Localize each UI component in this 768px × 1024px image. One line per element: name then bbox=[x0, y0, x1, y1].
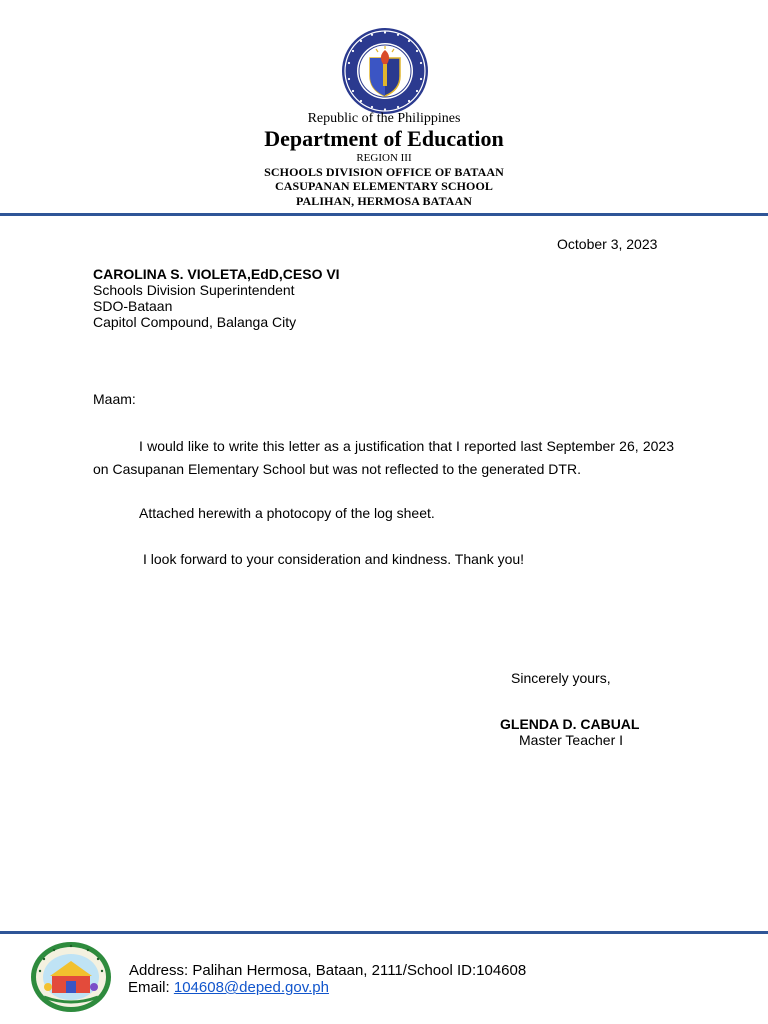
republic-line: Republic of the Philippines bbox=[307, 111, 461, 126]
recipient-address: Capitol Compound, Balanga City bbox=[93, 314, 297, 330]
closing: Sincerely yours, bbox=[511, 670, 611, 686]
body-paragraph: Attached herewith a photocopy of the log sheet. bbox=[139, 505, 435, 521]
letter-date: October 3, 2023 bbox=[557, 236, 658, 252]
school-logo-icon bbox=[30, 941, 112, 1013]
email-link[interactable]: 104608@deped.gov.ph bbox=[173, 979, 329, 996]
deped-seal-icon bbox=[340, 26, 430, 116]
salutation: Maam: bbox=[93, 391, 136, 407]
division-line: SCHOOLS DIVISION OFFICE OF BATAAN bbox=[264, 165, 504, 179]
header-divider bbox=[0, 213, 768, 216]
department-title: Department of Education bbox=[264, 126, 504, 151]
recipient-title: Schools Division Superintendent bbox=[93, 282, 295, 298]
school-address: PALIHAN, HERMOSA BATAAN bbox=[296, 194, 472, 208]
signatory-name: GLENDA D. CABUAL bbox=[500, 716, 640, 732]
email-label: Email: bbox=[128, 979, 170, 996]
body-paragraph: I look forward to your consideration and kindness. Thank you! bbox=[143, 551, 525, 567]
region-line: REGION III bbox=[356, 152, 412, 164]
footer-email bbox=[128, 979, 329, 996]
body-paragraph: I would like to write this letter as a justification that I reported last September 26, 2023 on Casupanan Elementary School but was not reflected to the generated DTR. bbox=[93, 438, 674, 477]
school-name: CASUPANAN ELEMENTARY SCHOOL bbox=[274, 179, 494, 193]
footer-divider bbox=[0, 931, 768, 934]
recipient-office: SDO-Bataan bbox=[93, 298, 173, 314]
recipient-name: CAROLINA S. VIOLETA,EdD,CESO VI bbox=[93, 266, 340, 282]
footer-address: Address: Palihan Hermosa, Bataan, 2111/School ID:104608 bbox=[129, 962, 527, 979]
signatory-title: Master Teacher I bbox=[519, 732, 624, 748]
